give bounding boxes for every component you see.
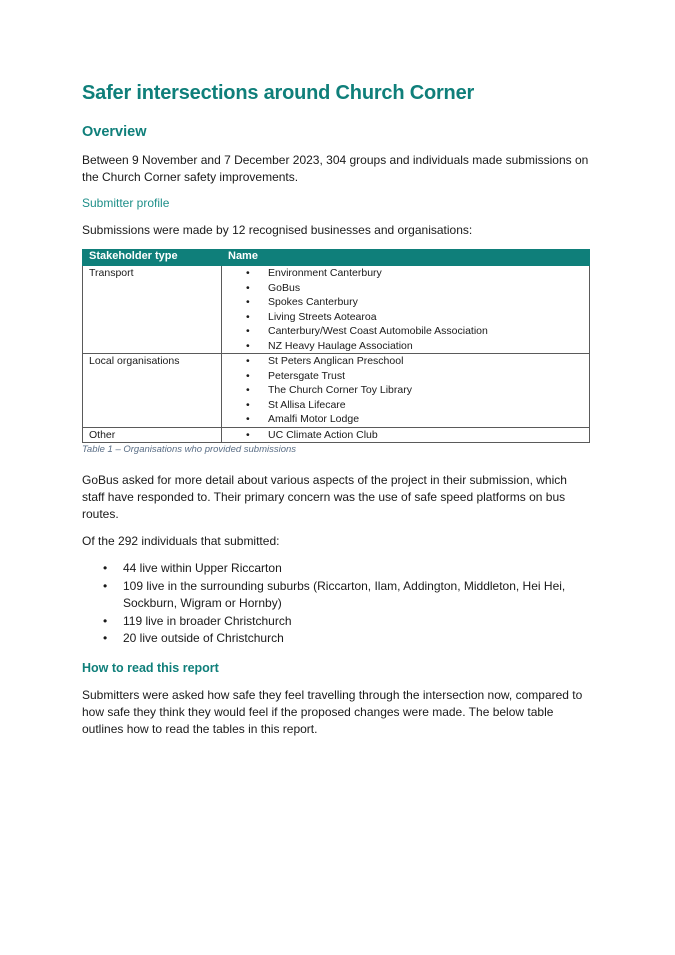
table-caption: Table 1 – Organisations who provided submissions — [82, 444, 297, 455]
names-cell — [222, 266, 590, 354]
list-item: • Spokes Canterbury — [228, 295, 583, 310]
list-item: • 20 live outside of Christchurch — [82, 630, 590, 648]
names-list — [228, 354, 583, 427]
list-item: • 119 live in broader Christchurch — [82, 613, 590, 631]
list-item: • NZ Heavy Haulage Association — [228, 339, 583, 354]
list-item: • Petersgate Trust — [228, 369, 583, 384]
names-cell — [222, 427, 590, 443]
names-list — [228, 266, 583, 353]
gobus-paragraph: GoBus asked for more detail about various aspects of the project in their submission, which staff have responded to. Their primary concern was the use of safe speed platforms on bus routes. — [82, 473, 567, 521]
stakeholder-type-cell: Transport — [83, 266, 222, 354]
list-item: • GoBus — [228, 281, 583, 296]
list-item: • Living Streets Aotearoa — [228, 310, 583, 325]
list-item: • Amalfi Motor Lodge — [228, 412, 583, 427]
names-list — [228, 428, 583, 443]
organisations-table — [82, 249, 590, 443]
table-row — [83, 354, 590, 428]
page-title: Safer intersections around Church Corner — [82, 82, 475, 104]
list-item: • Environment Canterbury — [228, 266, 583, 281]
list-item: • 44 live within Upper Riccarton — [82, 560, 590, 578]
list-item: • Canterbury/West Coast Automobile Association — [228, 324, 583, 339]
table-header-name: Name — [222, 250, 590, 266]
stakeholder-type-cell: Local organisations — [83, 354, 222, 428]
stakeholder-type-cell: Other — [83, 427, 222, 443]
submitter-profile-subheading: Submitter profile — [82, 196, 170, 210]
list-item: • St Peters Anglican Preschool — [228, 354, 583, 369]
list-item: • The Church Corner Toy Library — [228, 383, 583, 398]
list-item: • St Allisa Lifecare — [228, 398, 583, 413]
individuals-intro: Of the 292 individuals that submitted: — [82, 534, 280, 548]
how-to-read-heading: How to read this report — [82, 660, 219, 675]
table-header-stakeholder-type: Stakeholder type — [83, 250, 222, 266]
table-header-row — [83, 250, 590, 266]
names-cell — [222, 354, 590, 428]
individuals-list — [82, 560, 590, 648]
overview-intro: Between 9 November and 7 December 2023, 304 groups and individuals made submissions on the Church Corner safety improvements. — [82, 153, 589, 184]
overview-heading: Overview — [82, 124, 147, 140]
organisations-intro: Submissions were made by 12 recognised businesses and organisations: — [82, 223, 473, 237]
table-row — [83, 266, 590, 354]
list-item: • UC Climate Action Club — [228, 428, 583, 443]
list-item: • 109 live in the surrounding suburbs (Riccarton, Ilam, Addington, Middleton, Hei Hei, Sockburn, Wigram or Hornby) — [82, 578, 590, 613]
table-row — [83, 427, 590, 443]
document-page — [82, 82, 590, 738]
how-to-read-paragraph: Submitters were asked how safe they feel travelling through the intersection now, compared to how safe they think they would feel if the proposed changes were made. The below table outlines how to read the tables in this report. — [82, 687, 583, 736]
